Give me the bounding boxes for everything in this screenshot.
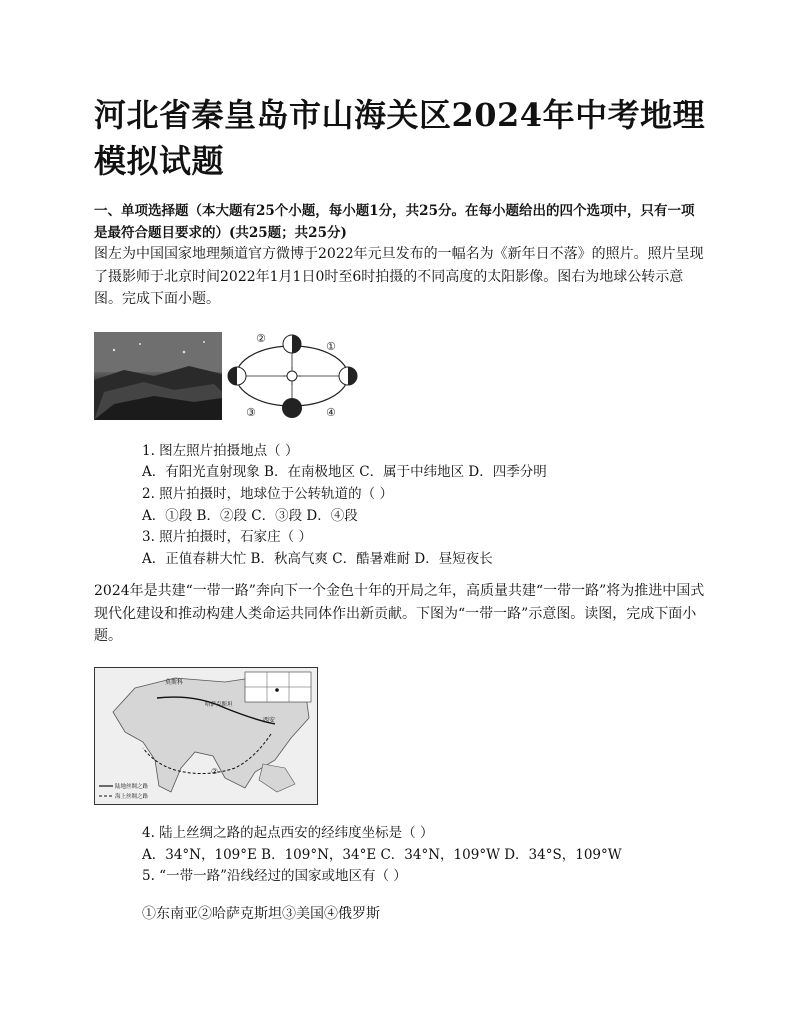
- orbit-label-4: ④: [326, 406, 336, 419]
- earth-orbit-diagram: [222, 330, 362, 422]
- sun-photo-illustration: [94, 332, 222, 420]
- question-1-options: A．有阳光直射现象 B．在南极地区 C．属于中纬地区 D．四季分明: [142, 464, 547, 480]
- section-heading: 一、单项选择题（本大题有25个小题，每小题1分，共25分。在每小题给出的四个选项中，只有一项是最符合题目要求的）(共25题；共25分): [94, 203, 695, 241]
- earth-orbit-figure: [222, 330, 362, 422]
- legend-sea-route: 海上丝绸之路: [115, 794, 149, 800]
- question-3: 3. 照片拍摄时，石家庄（ ）: [142, 529, 312, 545]
- legend-land-route: 陆地丝绸之路: [115, 784, 149, 790]
- sun-photo-figure: [94, 332, 222, 420]
- belt-road-map-figure: [94, 667, 318, 805]
- map-label-kazakhstan: 哈萨克斯坦: [205, 702, 233, 708]
- intro-paragraph-2: 2024年是共建“一带一路”奔向下一个金色十年的开局之年，高质量共建“一带一路”将为推进中国式现代化建设和推动构建人类命运共同体作出新贡献。下图为“一带一路”示意图。读图，完成下面小题。: [94, 583, 705, 644]
- page-title: 河北省秦皇岛市山海关区2024年中考地理模拟试题: [94, 96, 706, 180]
- question-5: 5. “一带一路”沿线经过的国家或地区有（ ）: [142, 868, 407, 884]
- belt-road-map: [95, 668, 317, 804]
- intro-paragraph-1: 图左为中国国家地理频道官方微博于2022年元旦发布的一幅名为《新年日不落》的照片。照片呈现了摄影师于北京时间2022年1月1日0时至6时拍摄的不同高度的太阳影像。图右为地球公转示意图。完成下面小题。: [94, 246, 704, 307]
- question-2: 2. 照片拍摄时，地球位于公转轨道的（ ）: [142, 486, 393, 502]
- question-4: 4. 陆上丝绸之路的起点西安的经纬度坐标是（ ）: [142, 825, 434, 841]
- question-5-items: ①东南亚②哈萨克斯坦③美国④俄罗斯: [142, 906, 380, 922]
- orbit-label-2: ②: [256, 332, 266, 345]
- question-3-options: A．正值春耕大忙 B．秋高气爽 C．酷暑难耐 D．昼短夜长: [142, 551, 493, 567]
- question-4-options: A．34°N，109°E B．109°N，34°E C．34°N，109°W D．34°S，109°W: [142, 847, 622, 863]
- orbit-label-1: ①: [326, 340, 336, 353]
- map-label-xian: 西安: [263, 717, 276, 724]
- orbit-label-3: ③: [246, 406, 256, 419]
- question-2-options: A．①段 B．②段 C．③段 D．④段: [142, 508, 358, 524]
- question-1: 1. 图左照片拍摄地点（ ）: [142, 443, 299, 459]
- map-label-moscow: 莫斯科: [165, 679, 184, 686]
- map-label-2: ②: [211, 767, 219, 776]
